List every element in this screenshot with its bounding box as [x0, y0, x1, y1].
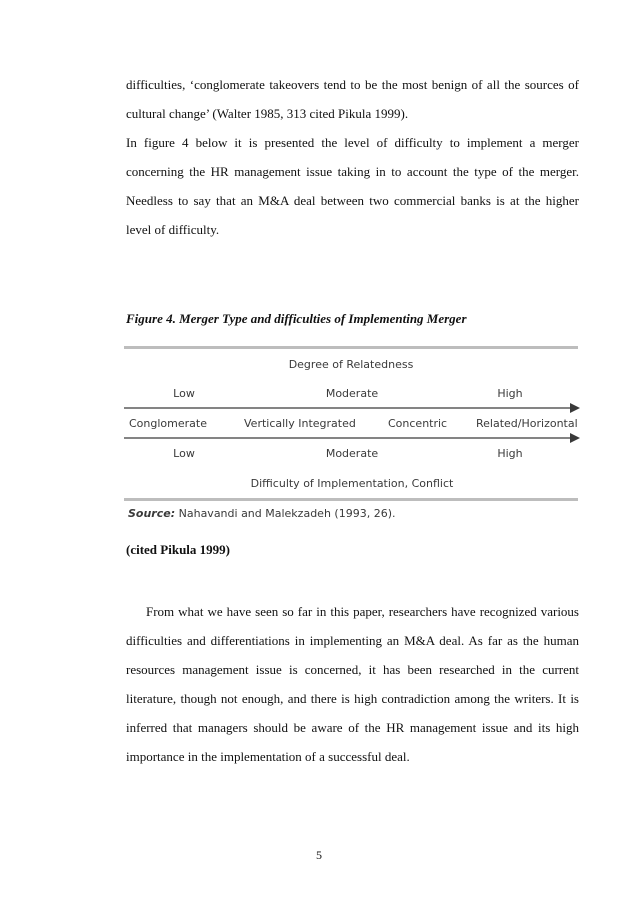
- merger-difficulty-figure: [124, 344, 582, 526]
- difficulty-high: High: [497, 447, 523, 460]
- merger-type-related-horizontal: Related/Horizontal: [476, 417, 578, 430]
- difficulty-low: Low: [173, 447, 195, 460]
- relatedness-low: Low: [173, 387, 195, 400]
- figure-citation: (cited Pikula 1999): [126, 542, 230, 557]
- paragraph-figure-intro: In figure 4 below it is presented the level of difficulty to implement a merger concerning the HR management issue taking in to account the type of the merger. Needless to say that an M&A deal between two commercial banks is at the higher level of difficulty.: [126, 135, 579, 237]
- difficulty-title: Difficulty of Implementation, Conflict: [250, 477, 454, 490]
- page-number: 5: [316, 848, 322, 862]
- figure-top-rule: [124, 346, 578, 349]
- merger-type-conglomerate: Conglomerate: [129, 417, 207, 430]
- relatedness-high: High: [497, 387, 523, 400]
- difficulty-moderate: Moderate: [325, 447, 379, 460]
- relatedness-moderate: Moderate: [325, 387, 379, 400]
- source-label: Source:: [128, 507, 176, 520]
- figure-source: [128, 507, 395, 520]
- difficulty-arrow: [124, 432, 582, 444]
- paragraph-intro-continued: difficulties, ‘conglomerate takeovers tend to be the most benign of all the sources of cultural change’ (Walter 1985, 313 cited Pikula 1999).: [126, 77, 579, 121]
- merger-type-concentric: Concentric: [388, 417, 448, 430]
- relatedness-title: Degree of Relatedness: [288, 358, 414, 371]
- paragraph-conclusion: From what we have seen so far in this paper, researchers have recognized various difficulties and differentiations in implementing an M&A deal. As far as the human resources management issue is concerned, it has been researched in the current literature, though not enough, and there is high contradiction among the writers. It is inferred that managers should be aware of the HR management issue and its high importance in the implementation of a successful deal.: [126, 604, 579, 764]
- figure-bottom-rule: [124, 498, 578, 501]
- relatedness-arrow: [124, 402, 582, 414]
- merger-type-vertically-integrated: Vertically Integrated: [244, 417, 356, 430]
- source-text: Nahavandi and Malekzadeh (1993, 26).: [178, 507, 396, 520]
- figure-caption: Figure 4. Merger Type and difficulties of Implementing Merger: [126, 311, 467, 326]
